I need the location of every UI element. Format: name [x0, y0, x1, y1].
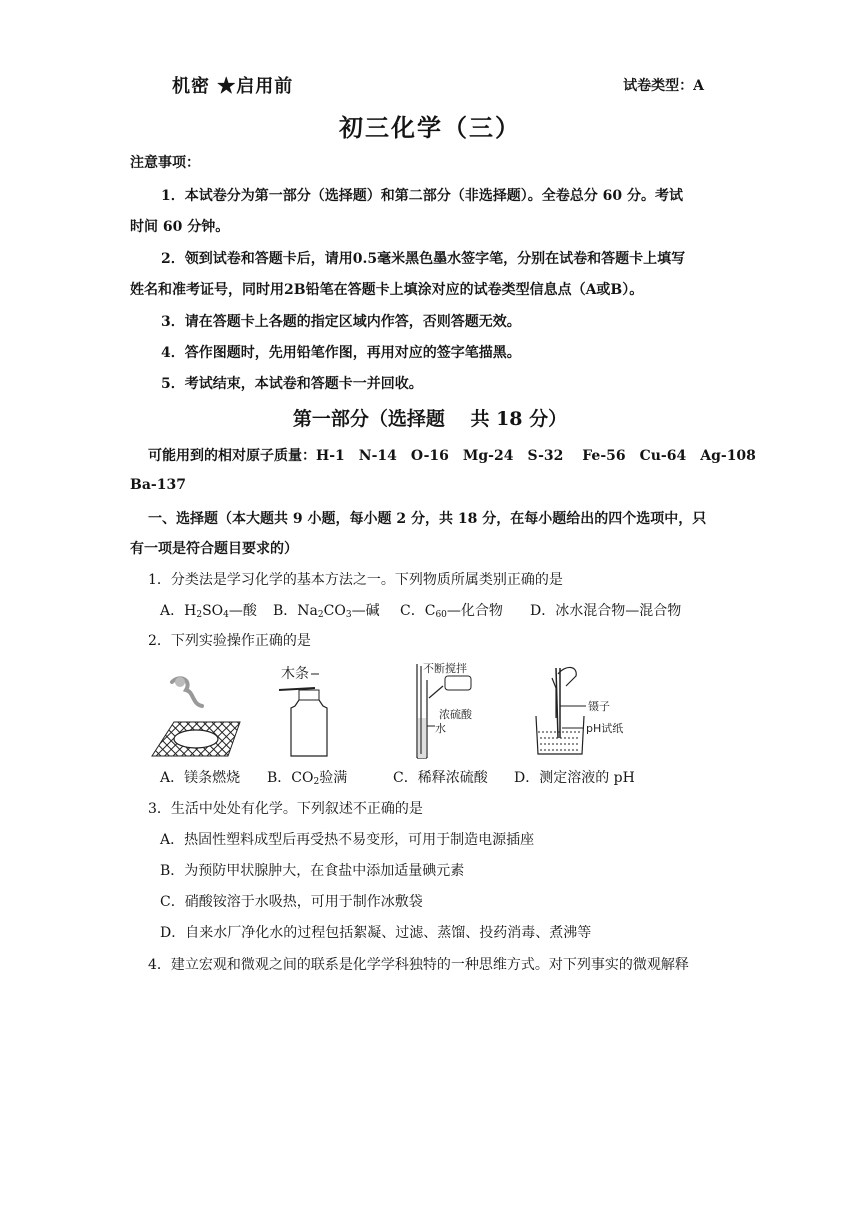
figure-b-label-stick: 木条: [281, 666, 309, 682]
figure-c-dilute-acid: [405, 658, 495, 762]
page-title: 初三化学（三）: [339, 113, 521, 142]
note-3: 3．请在答题卡上各题的指定区域内作答，否则答题无效。: [161, 314, 521, 330]
q2-caption-b: B．$CO_2$验满: [267, 770, 348, 787]
notes-heading: 注意事项：: [130, 155, 200, 171]
section-1-instruction-line-1: 一、选择题（本大题共 9 小题，每小题 2 分，共 18 分，在每小题给出的四个选项中，只: [148, 511, 707, 527]
q2-caption-c: C．稀释浓硫酸: [393, 770, 488, 786]
note-2-line-1: 2．领到试卷和答题卡后，请用0.5毫米黑色墨水签字笔，分别在试卷和答题卡上填写: [161, 251, 686, 267]
q2-caption-a: A．镁条燃烧: [160, 770, 241, 786]
figure-b-co2-test: [275, 660, 345, 760]
q3-stem: 3．生活中处处有化学。下列叙述不正确的是: [148, 801, 423, 817]
q2-stem: 2．下列实验操作正确的是: [148, 633, 311, 649]
atomic-masses-line-1: 可能用到的相对原子质量：H-1 N-14 O-16 Mg-24 S-32 Fe-56 Cu-64 Ag-108: [148, 448, 756, 464]
note-1-line-2: 时间 60 分钟。: [130, 219, 230, 235]
paper-type-label: 试卷类型：A: [623, 78, 704, 94]
figure-d-measure-ph: [530, 658, 640, 758]
q3-option-d: D．自来水厂净化水的过程包括絮凝、过滤、蒸馏、投药消毒、煮沸等: [160, 925, 592, 941]
figure-c-label-acid: 浓硫酸: [439, 708, 472, 721]
figure-a-magnesium-burning: [150, 668, 250, 760]
q1-stem: 1．分类法是学习化学的基本方法之一。下列物质所属类别正确的是: [148, 572, 563, 588]
q4-stem: 4．建立宏观和微观之间的联系是化学学科独特的一种思维方式。对下列事实的微观解释: [148, 957, 689, 973]
part-1-title: 第一部分（选择题 共 18 分）: [292, 408, 568, 430]
figure-c-label-stir: 不断搅拌: [423, 662, 467, 675]
q1-option-c: C．$C_{60}—$化合物: [400, 603, 503, 620]
q1-option-a: A．$H_2SO_4—$酸: [160, 603, 257, 620]
note-1-line-1: 1．本试卷分为第一部分（选择题）和第二部分（非选择题）。全卷总分 60 分。考试: [161, 188, 683, 204]
q1-option-b: B．$Na_2CO_3—$碱: [273, 603, 380, 620]
atomic-masses-line-2: Ba-137: [130, 477, 186, 493]
section-1-instruction-line-2: 有一项是符合题目要求的）: [130, 541, 298, 557]
figure-c-label-water: 水: [435, 722, 446, 735]
note-2-line-2: 姓名和准考证号，同时用2B铅笔在答题卡上填涂对应的试卷类型信息点（A或B）。: [130, 282, 644, 298]
figure-d-label-ph: pH试纸: [586, 722, 624, 735]
q1-option-d: D．冰水混合物—混合物: [530, 603, 682, 619]
q3-option-a: A．热固性塑料成型后再受热不易变形，可用于制造电源插座: [160, 832, 535, 848]
q2-caption-d: D．测定溶液的 pH: [514, 770, 635, 786]
confidential-label: 机密 ★启用前: [172, 76, 294, 97]
q3-option-b: B．为预防甲状腺肿大，在食盐中添加适量碘元素: [160, 863, 465, 879]
figure-d-label-tweezers: 镊子: [588, 700, 610, 713]
note-4: 4．答作图题时，先用铅笔作图，再用对应的签字笔描黑。: [161, 345, 521, 361]
note-5: 5．考试结束，本试卷和答题卡一并回收。: [161, 376, 423, 392]
q3-option-c: C．硝酸铵溶于水吸热，可用于制作冰敷袋: [160, 894, 423, 910]
